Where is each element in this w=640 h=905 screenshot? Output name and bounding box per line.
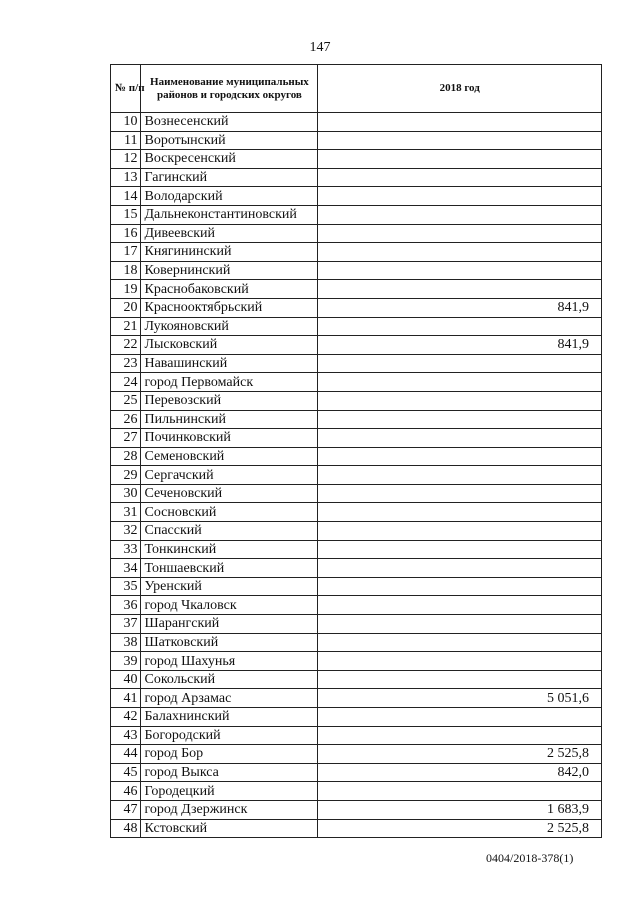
row-value <box>318 670 602 689</box>
row-number: 44 <box>111 745 141 764</box>
table-row <box>111 150 602 169</box>
table-row <box>111 689 602 708</box>
row-value <box>318 224 602 243</box>
table-header-row <box>111 65 602 113</box>
table-row <box>111 391 602 410</box>
row-number: 29 <box>111 466 141 485</box>
table-row <box>111 745 602 764</box>
row-value: 841,9 <box>318 336 602 355</box>
row-value <box>318 168 602 187</box>
row-number: 11 <box>111 131 141 150</box>
table-row <box>111 410 602 429</box>
table-row <box>111 819 602 838</box>
row-number: 38 <box>111 633 141 652</box>
row-name: Шарангский <box>141 615 318 634</box>
row-number: 41 <box>111 689 141 708</box>
row-number: 37 <box>111 615 141 634</box>
row-value <box>318 782 602 801</box>
table-row <box>111 726 602 745</box>
row-name: Воротынский <box>141 131 318 150</box>
row-number: 23 <box>111 354 141 373</box>
row-value <box>318 484 602 503</box>
table-row <box>111 522 602 541</box>
row-value <box>318 113 602 132</box>
row-name: город Шахунья <box>141 652 318 671</box>
table-row <box>111 261 602 280</box>
document-code: 0404/2018-378(1) <box>486 851 574 865</box>
row-name: Воскресенский <box>141 150 318 169</box>
row-value <box>318 410 602 429</box>
row-value <box>318 652 602 671</box>
row-name: Перевозский <box>141 391 318 410</box>
row-name: Сеченовский <box>141 484 318 503</box>
table-row <box>111 224 602 243</box>
row-name: Володарский <box>141 187 318 206</box>
row-name: Семеновский <box>141 447 318 466</box>
table-row <box>111 131 602 150</box>
row-value <box>318 708 602 727</box>
table-row <box>111 298 602 317</box>
row-number: 32 <box>111 522 141 541</box>
row-value <box>318 726 602 745</box>
row-number: 19 <box>111 280 141 299</box>
row-name: Лукояновский <box>141 317 318 336</box>
row-name: Краснобаковский <box>141 280 318 299</box>
row-number: 36 <box>111 596 141 615</box>
row-number: 17 <box>111 243 141 262</box>
table-row <box>111 503 602 522</box>
row-value <box>318 429 602 448</box>
row-number: 34 <box>111 559 141 578</box>
row-number: 25 <box>111 391 141 410</box>
row-number: 30 <box>111 484 141 503</box>
row-number: 31 <box>111 503 141 522</box>
table-row <box>111 354 602 373</box>
row-number: 22 <box>111 336 141 355</box>
row-number: 28 <box>111 447 141 466</box>
row-number: 10 <box>111 113 141 132</box>
row-number: 27 <box>111 429 141 448</box>
row-value <box>318 447 602 466</box>
row-number: 48 <box>111 819 141 838</box>
header-year: 2018 год <box>318 65 602 113</box>
row-value: 1 683,9 <box>318 800 602 819</box>
row-number: 15 <box>111 205 141 224</box>
row-value <box>318 503 602 522</box>
row-name: Сосновский <box>141 503 318 522</box>
row-value <box>318 559 602 578</box>
row-value <box>318 540 602 559</box>
table-body <box>111 113 602 838</box>
row-number: 20 <box>111 298 141 317</box>
row-name: город Дзержинск <box>141 800 318 819</box>
row-number: 16 <box>111 224 141 243</box>
header-num: № п/п <box>111 65 141 113</box>
row-value: 5 051,6 <box>318 689 602 708</box>
row-name: Тонкинский <box>141 540 318 559</box>
table-row <box>111 670 602 689</box>
row-number: 40 <box>111 670 141 689</box>
row-name: Лысковский <box>141 336 318 355</box>
table-row <box>111 429 602 448</box>
row-number: 35 <box>111 577 141 596</box>
table-row <box>111 559 602 578</box>
row-name: Дивеевский <box>141 224 318 243</box>
header-name: Наименование муниципальных районов и городских округов <box>141 65 318 113</box>
table-row <box>111 205 602 224</box>
row-name: Кстовский <box>141 819 318 838</box>
table-row <box>111 708 602 727</box>
row-number: 42 <box>111 708 141 727</box>
table-row <box>111 484 602 503</box>
row-name: Тоншаевский <box>141 559 318 578</box>
row-number: 47 <box>111 800 141 819</box>
row-name: город Арзамас <box>141 689 318 708</box>
row-name: Спасский <box>141 522 318 541</box>
table-row <box>111 782 602 801</box>
row-value: 841,9 <box>318 298 602 317</box>
row-name: город Чкаловск <box>141 596 318 615</box>
row-number: 43 <box>111 726 141 745</box>
row-value <box>318 577 602 596</box>
row-value: 2 525,8 <box>318 745 602 764</box>
table-row <box>111 187 602 206</box>
row-value: 842,0 <box>318 763 602 782</box>
row-name: Сокольский <box>141 670 318 689</box>
table-row <box>111 280 602 299</box>
row-value <box>318 615 602 634</box>
row-name: Починковский <box>141 429 318 448</box>
row-value <box>318 205 602 224</box>
row-value <box>318 243 602 262</box>
row-value <box>318 354 602 373</box>
table-row <box>111 652 602 671</box>
table-row <box>111 763 602 782</box>
row-name: Шатковский <box>141 633 318 652</box>
row-number: 21 <box>111 317 141 336</box>
row-number: 12 <box>111 150 141 169</box>
table-row <box>111 113 602 132</box>
row-name: город Выкса <box>141 763 318 782</box>
row-value: 2 525,8 <box>318 819 602 838</box>
table-row <box>111 577 602 596</box>
row-name: Навашинский <box>141 354 318 373</box>
row-name: Сергачский <box>141 466 318 485</box>
row-value <box>318 391 602 410</box>
row-number: 33 <box>111 540 141 559</box>
row-name: Балахнинский <box>141 708 318 727</box>
row-number: 45 <box>111 763 141 782</box>
table-row <box>111 466 602 485</box>
table-row <box>111 596 602 615</box>
row-value <box>318 466 602 485</box>
table-row <box>111 168 602 187</box>
municipal-table <box>110 64 602 838</box>
row-number: 46 <box>111 782 141 801</box>
table-row <box>111 800 602 819</box>
row-number: 26 <box>111 410 141 429</box>
row-name: Вознесенский <box>141 113 318 132</box>
table-row <box>111 243 602 262</box>
table-row <box>111 317 602 336</box>
table-row <box>111 633 602 652</box>
row-value <box>318 373 602 392</box>
table-row <box>111 373 602 392</box>
row-name: Гагинский <box>141 168 318 187</box>
row-name: город Бор <box>141 745 318 764</box>
row-value <box>318 131 602 150</box>
table-row <box>111 336 602 355</box>
row-value <box>318 633 602 652</box>
row-value <box>318 317 602 336</box>
row-number: 14 <box>111 187 141 206</box>
row-name: Дальнеконстантиновский <box>141 205 318 224</box>
row-name: Княгининский <box>141 243 318 262</box>
page-number: 147 <box>309 40 331 55</box>
row-name: Богородский <box>141 726 318 745</box>
row-number: 39 <box>111 652 141 671</box>
row-number: 24 <box>111 373 141 392</box>
table-row <box>111 615 602 634</box>
row-name: Ковернинский <box>141 261 318 280</box>
row-value <box>318 187 602 206</box>
row-value <box>318 150 602 169</box>
table-row <box>111 447 602 466</box>
row-value <box>318 596 602 615</box>
row-name: Городецкий <box>141 782 318 801</box>
table-row <box>111 540 602 559</box>
row-name: Пильнинский <box>141 410 318 429</box>
row-number: 18 <box>111 261 141 280</box>
row-number: 13 <box>111 168 141 187</box>
row-value <box>318 280 602 299</box>
row-value <box>318 522 602 541</box>
row-value <box>318 261 602 280</box>
row-name: Краснооктябрьский <box>141 298 318 317</box>
row-name: город Первомайск <box>141 373 318 392</box>
row-name: Уренский <box>141 577 318 596</box>
